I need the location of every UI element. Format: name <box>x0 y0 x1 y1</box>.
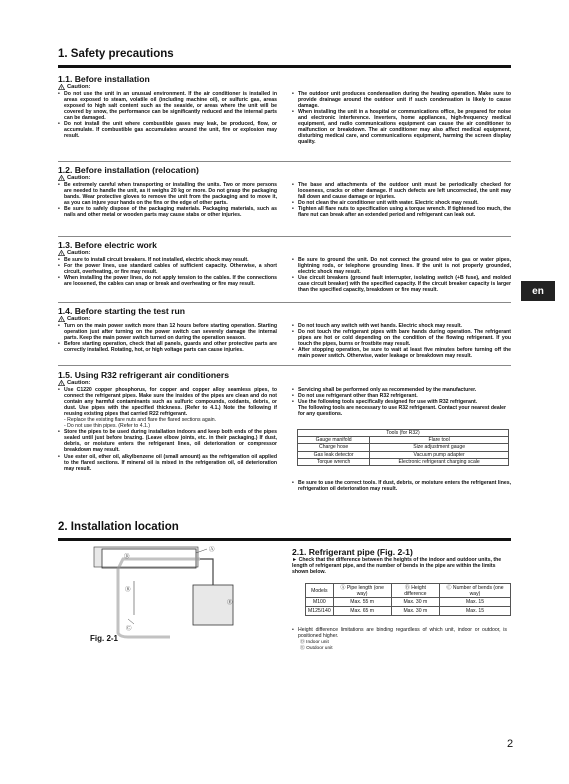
height-note <box>292 627 507 639</box>
section-divider <box>58 236 511 237</box>
section-1-5-right-list <box>292 387 511 405</box>
section-1-4-left-list <box>58 323 277 353</box>
installation-figure <box>88 545 268 675</box>
table-header-row: Models Ⓐ Pipe length (one way) Ⓑ Height difference Ⓒ Number of bends (one way) <box>306 584 511 598</box>
list-item: • Do not install the unit where combustible gases may leak, be produced, flow, or accumulate. If combustible gas accumulates around the unit, fire or explosion may result. <box>58 121 277 139</box>
warning-icon <box>58 380 65 386</box>
legend-outdoor: Ⓔ Outdoor unit <box>300 646 333 651</box>
section-1-5-left-list <box>58 387 277 472</box>
list-item: • After stopping operation, be sure to wait at least five minutes before turning off the main power switch. Otherwise, water leakage or breakdown may result. <box>292 347 511 359</box>
list-item: • Height difference limitations are binding regardless of which unit, indoor or outdoor, is positioned higher. <box>292 627 507 639</box>
list-item: • Use circuit breakers (ground fault interrupter, isolating switch (+B fuse), and molded case circuit breaker) with the specified capacity. If the circuit breaker capacity is larger than the specified capacity, breakdown or fire may result. <box>292 275 511 293</box>
list-item: • Do not use refrigerant other than R32 refrigerant. <box>292 393 511 399</box>
list-item: • Before starting operation, check that all panels, guards and other protective parts are correctly installed. Rotating, hot, or high voltage parts can cause injuries. <box>58 341 277 353</box>
list-item: • The outdoor unit produces condensation during the heating operation. Make sure to provide drainage around the outdoor unit if such condensation is likely to cause damage. <box>292 91 511 109</box>
list-item: • Be sure to use the correct tools. If dust, debris, or moisture enters the refrigerant lines, refrigeration oil deterioration may result. <box>292 480 511 492</box>
list-item: • Tighten all flare nuts to specification using a torque wrench. If tightened too much, the flare nut can break after an extended period and refrigerant can leak out. <box>292 206 511 218</box>
list-item: • Do not clean the air conditioner unit with water. Electric shock may result. <box>292 200 511 206</box>
svg-text:!: ! <box>60 381 63 386</box>
list-item: • When installing the power lines, do not apply tension to the cables. If the connections are loosened, the cables can snap or break and overheating or fire may result. <box>58 275 277 287</box>
warning-icon <box>58 316 65 322</box>
section-1-3-left-list <box>58 257 277 287</box>
list-item: • Be sure to safely dispose of the packaging materials. Packaging materials, such as nails and other metal or wooden parts may cause stabs or other injuries. <box>58 206 277 218</box>
warning-icon <box>58 175 65 181</box>
section-1-1-right-list <box>292 91 511 145</box>
install-title: 2. Installation location <box>58 521 179 533</box>
section-1-5-right-after <box>292 480 511 492</box>
section-1-1-left-list <box>58 91 277 139</box>
label-a: Ⓐ <box>209 547 215 553</box>
figure-legend <box>300 640 333 652</box>
list-item: • Be sure to install circuit breakers. If not installed, electric shock may result. <box>58 257 277 263</box>
list-subitem: - Replace the existing flare nuts and flare the flared sections again. <box>64 417 217 424</box>
list-item: • Do not touch any switch with wet hands. Electric shock may result. <box>292 323 511 329</box>
list-item: • Use the following tools specifically designed for use with R32 refrigerant. <box>292 399 511 405</box>
check-text: ► Check that the difference between the heights of the indoor and outdoor units, the length of refrigerant pipe, and the number of bends in the pipe are within the limits shown below. <box>292 557 502 576</box>
label-c: Ⓒ <box>126 626 132 632</box>
tools-table-title: Tools (for R32) <box>298 430 509 437</box>
table-row: M125/140 Max. 65 m Max. 30 m Max. 15 <box>306 607 511 616</box>
svg-text:!: ! <box>60 251 63 256</box>
section-2-1-title: 2.1. Refrigerant pipe (Fig. 2-1) <box>292 547 413 557</box>
svg-text:!: ! <box>60 317 63 322</box>
label-e: Ⓔ <box>227 600 233 606</box>
table-row: Torque wrench Electronic refrigerant charging scale <box>298 458 509 465</box>
caution-label: ! Caution: <box>58 84 91 90</box>
svg-text:!: ! <box>60 85 63 90</box>
list-item: • The base and attachments of the outdoor unit must be periodically checked for looseness, cracks or other damage. If such defects are left uncorrected, the unit may fall down and cause damage or injuries. <box>292 182 511 200</box>
section-1-2-right-list <box>292 182 511 218</box>
warning-icon <box>58 250 65 256</box>
page-title: 1. Safety precautions <box>58 48 174 60</box>
section-1-4-right-list <box>292 323 511 359</box>
list-item: • Servicing shall be performed only as recommended by the manufacturer. <box>292 387 511 393</box>
page-number: 2 <box>507 738 514 750</box>
table-row: Gauge manifold Flare tool <box>298 437 509 444</box>
caution-label: ! Caution: <box>58 380 91 386</box>
list-item: • Use ester oil, ether oil, alkylbenzene oil (small amount) as the refrigeration oil applied to the flared sections. If mineral oil is mixed in the refrigeration oil, oil deterioration may result. <box>58 454 277 472</box>
section-1-2-left-list <box>58 182 277 218</box>
list-item: • Be sure to ground the unit. Do not connect the ground wire to gas or water pipes, lightning rods, or telephone grounding lines. If the unit is not properly grounded, electric shock may result. <box>292 257 511 275</box>
section-1-2-title: 1.2. Before installation (relocation) <box>58 165 199 175</box>
list-item: • Use C1220 copper phosphorus, for copper and copper alloy seamless pipes, to connect the refrigerant pipes. Make sure the insides of the pipes are clean and do not contain any harmful contaminants such as sulfuric compounds, oxidants, debris, or dust. Use pipes with the specified thickness. (Refer to 4.1.) Note the following if reusing existing pipes that carried R22 refrigerant. <box>58 387 277 417</box>
tools-table <box>297 429 509 466</box>
section-1-1-title: 1.1. Before installation <box>58 74 150 84</box>
pipe-limits-table <box>305 583 511 616</box>
legend-indoor: Ⓓ Indoor unit <box>300 640 329 645</box>
caution-label: ! Caution: <box>58 316 91 322</box>
section-1-3-title: 1.3. Before electric work <box>58 240 157 250</box>
list-item: • Be extremely careful when transporting or installing the units. Two or more persons are needed to handle the unit, as it weighs 20 kg or more. Do not grasp the packaging bands. Wear protective gloves to remove the unit from the packaging and to move it, as you can injure your hands on the fins or the edge of other parts. <box>58 182 277 206</box>
label-d: Ⓓ <box>124 554 130 560</box>
caution-label: ! Caution: <box>58 175 91 181</box>
section-1-3-right-list <box>292 257 511 293</box>
section-divider <box>58 302 511 303</box>
svg-text:!: ! <box>60 176 63 181</box>
list-item: • Turn on the main power switch more than 12 hours before starting operation. Starting operation just after turning on the power switch can severely damage the internal parts. Keep the main power switch turned on during the operation season. <box>58 323 277 341</box>
list-item: • For the power lines, use standard cables of sufficient capacity. Otherwise, a short circuit, overheating, or fire may result. <box>58 263 277 275</box>
list-item: • Do not touch the refrigerant pipes with bare hands during operation. The refrigerant pipes are hot or cold depending on the condition of the flowing refrigerant. If you touch the pipes, burns or frostbite may result. <box>292 329 511 347</box>
table-row: M100 Max. 55 m Max. 30 m Max. 15 <box>306 598 511 607</box>
list-item: • When installing the unit in a hospital or communications office, be prepared for noise and electronic interference. Inverters, home appliances, high-frequency medical equipment, and radio communications equipment can cause the air conditioner to malfunction or breakdown. The air conditioner may also affect medical equipment, disturbing medical care, and communications equipment, harming the screen display quality. <box>292 109 511 145</box>
figure-caption: Fig. 2-1 <box>90 634 119 643</box>
warning-icon <box>58 84 65 90</box>
install-rule <box>58 538 511 541</box>
table-row: Gas leak detector Vacuum pump adapter <box>298 451 509 458</box>
section-1-5-title: 1.5. Using R32 refrigerant air conditioners <box>58 370 229 380</box>
language-tab[interactable]: en <box>521 281 555 301</box>
tools-note: The following tools are necessary to use R32 refrigerant. Contact your nearest dealer for any questions. <box>298 405 506 418</box>
section-divider <box>58 161 511 162</box>
table-row: Charge hose Size adjustment gauge <box>298 444 509 451</box>
list-subitem: - Do not use thin pipes. (Refer to 4.1.) <box>64 423 151 430</box>
title-rule <box>58 65 511 68</box>
caution-label: ! Caution: <box>58 250 91 256</box>
section-divider <box>58 365 511 366</box>
list-item: • Do not use the unit in an unusual environment. If the air conditioner is installed in areas exposed to steam, volatile oil (including machine oil), or sulfuric gas, areas exposed to high salt content such as the seaside, or areas where the unit will be covered by snow, the performance can be significantly reduced and the internal parts can be damaged. <box>58 91 277 121</box>
section-1-4-title: 1.4. Before starting the test run <box>58 306 186 316</box>
list-item: • Store the pipes to be used during installation indoors and keep both ends of the pipes sealed until just before brazing. (Leave elbow joints, etc. in their packaging.) If dust, debris, or moisture enters the refrigerant lines, oil deterioration or compressor breakdown may result. <box>58 429 277 453</box>
label-b: Ⓑ <box>125 587 131 593</box>
